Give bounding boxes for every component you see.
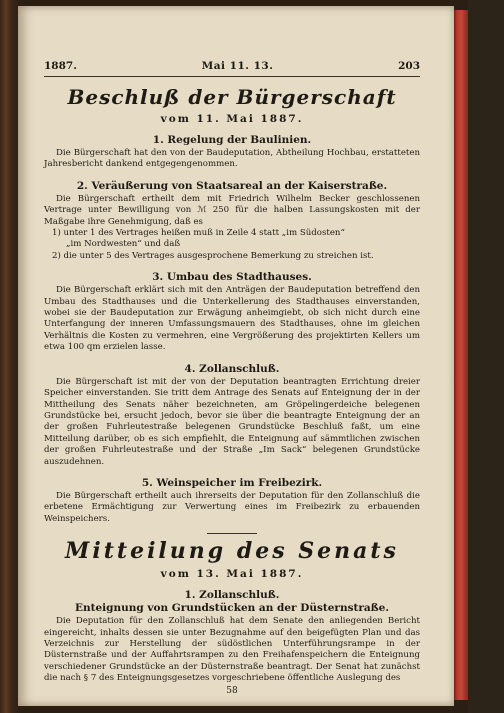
signature-number: 58 <box>226 685 238 696</box>
running-header <box>44 8 420 72</box>
part2-title: Mitteilung des Senats <box>65 538 399 565</box>
part2-text: Die Deputation für den Zollanschluß hat dem Senate den anliegenden Bericht eingereicht, inhalts dessen sie unter Bezugnahme auf den beigefügten Plan und das Verzeichnis zur Herstellung der südöstlichen Unterführungsrampe in der Düsternstraße und der Auffahrtsrampen zu den Freihafenspeichern die Enteignung verschiedener Grundstücke an der Düsternstraße beantragt. Der Senat hat zunächst die nach § 7 des Enteignungsgesetzes vorgeschriebene öffentliche Auslegung des <box>44 616 420 684</box>
section-2-heading: 2. Veräußerung von Staatsareal an der Kaiserstraße. <box>76 179 388 192</box>
part1-title: Beschluß der Bürgerschaft <box>67 85 397 109</box>
section-2-text: Die Bürgerschaft ertheilt dem mit Friedrich Wilhelm Becker geschlossenen Vertrage unter Bewilligung von ℳ 250 für die halben Lassungskosten mit der Maßgabe ihre Genehmigung, daß es <box>44 193 420 227</box>
section-1-text: Die Bürgerschaft hat den von der Baudeputation, Abtheilung Hochbau, erstatteten Jahresbericht dankend entgegengenommen. <box>44 148 420 170</box>
section-1-heading: 1. Regelung der Baulinien. <box>152 134 312 146</box>
page-edge <box>454 10 468 700</box>
section-2-item-1: 1) unter 1 des Vertrages heißen muß in Zeile 4 statt „im Südosten“ <box>52 228 345 239</box>
section-2-item-2: 2) die unter 5 des Vertrages ausgesprochene Bemerkung zu streichen ist. <box>52 250 374 261</box>
part2-heading: 1. Zollanschluß. <box>184 589 280 602</box>
header-page-number: 203 <box>398 60 420 72</box>
section-4-heading: 4. Zollanschluß. <box>184 362 280 375</box>
right-background <box>468 0 504 713</box>
part1-date: vom 11. Mai 1887. <box>160 113 304 125</box>
section-3-text: Die Bürgerschaft erklärt sich mit den Anträgen der Baudeputation betreffend den Umbau des Stadthauses und die Unterkellerung des Stadthauses einverstanden, wobei sie der Baudeputation zur Erwägung anheimgiebt, ob sich nicht durch eine Unterfangung der inneren Umfassungsmauern des Stadthauses, ohne im gleichen Verhältnis die Kosten zu vermehren, eine Vergrößerung des projektirten Kellers um etwa 100 qm erzielen lasse. <box>44 285 420 353</box>
header-rule <box>44 76 420 77</box>
section-2-item-1-cont: „im Nordwesten“ und daß <box>66 239 181 250</box>
section-4-text: Die Bürgerschaft ist mit der von der Deputation beantragten Errichtung dreier Speicher einverstanden. Sie tritt dem Antrage des Senats auf Enteignung der in der Mittheilung des Senats näher bezeichneten, am Gröpelingerdeiche belegenen Grundstücke bei, ersucht jedoch, bevor sie über die beantragte Enteignung der an der großen Fuhrleutestraße belegenen Grundstücke Beschluß faßt, um eine Mitteilung darüber, ob es sich empfiehlt, die Enteignung auf sämmtlichen zwischen der großen Fuhrleutestraße und der Straße „Im Sack“ belegenen Grundstücke auszudehnen. <box>44 376 420 467</box>
header-year: 1887. <box>44 60 77 72</box>
separator-rule <box>207 533 257 534</box>
section-5-heading: 5. Weinspeicher im Freibezirk. <box>141 476 323 489</box>
section-5-text: Die Bürgerschaft ertheilt auch ihrerseits der Deputation für den Zollanschluß die erbetene Ermächtigung zur Verwertung eines im Freibezirk zu erbauenden Weinspeichers. <box>44 490 420 524</box>
part2-date: vom 13. Mai 1887. <box>160 568 304 581</box>
page-text <box>44 8 420 696</box>
header-dates: Mai 11. 13. <box>201 60 274 72</box>
section-3-heading: 3. Umbau des Stadthauses. <box>152 271 312 284</box>
part2-subheading: Enteignung von Grundstücken an der Düsternstraße. <box>75 602 389 615</box>
